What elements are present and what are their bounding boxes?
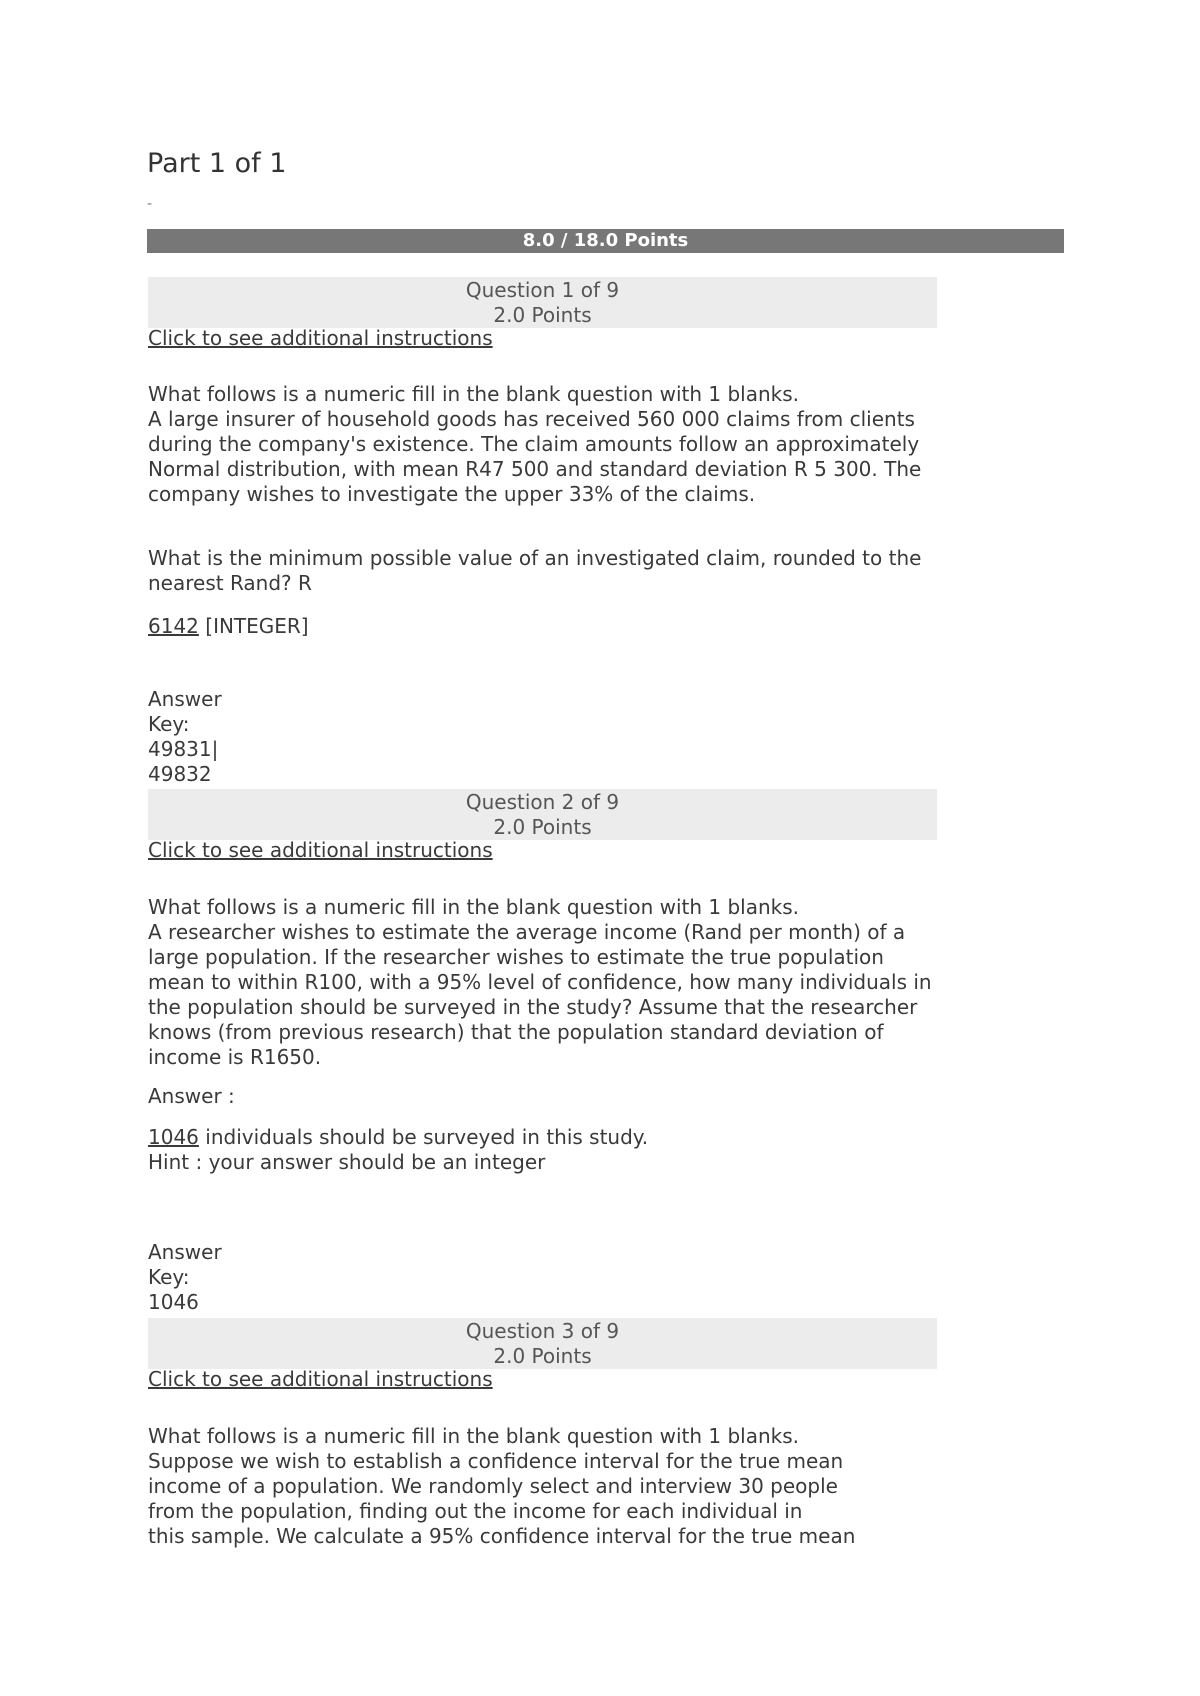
question-2-answer-line	[148, 1125, 948, 1150]
question-1-body: A large insurer of household goods has received 560 000 claims from clients during the company's existence. The claim amounts follow an approximately Normal distribution, with mean R47 500 and standard deviation R 5 300. The company wishes to investigate the upper 33% of the claims.	[148, 407, 922, 506]
question-2-prompt: Answer :	[148, 1084, 235, 1108]
question-2-answer-key	[148, 1240, 348, 1315]
question-1-instructions-link[interactable]: Click to see additional instructions	[148, 326, 493, 350]
answer-key-value: 1046	[148, 1290, 199, 1314]
question-3-body-line: Suppose we wish to establish a confidence interval for the true mean	[148, 1449, 844, 1473]
answer-key-value: 49831|	[148, 737, 219, 761]
question-2-header	[148, 789, 937, 840]
question-2-answer-text: individuals should be surveyed in this study.	[198, 1125, 649, 1149]
question-3-body-line: income of a population. We randomly select and interview 30 people	[148, 1474, 838, 1498]
answer-key-label: Answer	[148, 687, 222, 711]
question-2-answer-value: 1046	[148, 1125, 199, 1149]
question-1-answer-line	[148, 614, 948, 639]
question-1-answer-value: 6142	[148, 614, 199, 638]
question-3-points: 2.0 Points	[493, 1344, 592, 1368]
question-1-answer-type: [INTEGER]	[198, 614, 309, 638]
question-2-instructions-link[interactable]: Click to see additional instructions	[148, 838, 493, 862]
separator-dash: -	[147, 196, 153, 212]
question-1-header	[148, 277, 937, 328]
question-3-intro: What follows is a numeric fill in the blank question with 1 blanks.	[148, 1424, 800, 1448]
question-3-body-line: this sample. We calculate a 95% confidence interval for the true mean	[148, 1524, 856, 1548]
answer-key-label: Key:	[148, 712, 190, 736]
total-points-bar: 8.0 / 18.0 Points	[147, 229, 1064, 253]
answer-key-value: 49832	[148, 762, 212, 786]
question-1-prompt: What is the minimum possible value of an investigated claim, rounded to the nearest Rand? R	[148, 546, 922, 595]
question-3-body-line: from the population, finding out the income for each individual in	[148, 1499, 803, 1523]
part-title: Part 1 of 1	[147, 148, 287, 179]
question-2-intro: What follows is a numeric fill in the blank question with 1 blanks.	[148, 895, 800, 919]
question-2-body: A researcher wishes to estimate the average income (Rand per month) of a large population. If the researcher wishes to estimate the true population mean to within R100, with a 95% level of confidence, how many individuals in the population should be surveyed in the study? Assume that the researcher knows (from previous research) that the population standard deviation of income is R1650.	[148, 920, 932, 1069]
question-1-points: 2.0 Points	[493, 303, 592, 327]
question-2-hint: Hint : your answer should be an integer	[148, 1150, 546, 1174]
question-3-number: Question 3 of 9	[465, 1319, 620, 1343]
question-1-answer-key	[148, 687, 348, 787]
question-1-number: Question 1 of 9	[465, 278, 620, 302]
answer-key-label: Answer	[148, 1240, 222, 1264]
question-3-body	[148, 1449, 948, 1549]
answer-key-label: Key:	[148, 1265, 190, 1289]
question-2-number: Question 2 of 9	[465, 790, 620, 814]
question-3-header	[148, 1318, 937, 1369]
question-3-instructions-link[interactable]: Click to see additional instructions	[148, 1367, 493, 1391]
question-2-points: 2.0 Points	[493, 815, 592, 839]
question-1-intro: What follows is a numeric fill in the blank question with 1 blanks.	[148, 382, 800, 406]
